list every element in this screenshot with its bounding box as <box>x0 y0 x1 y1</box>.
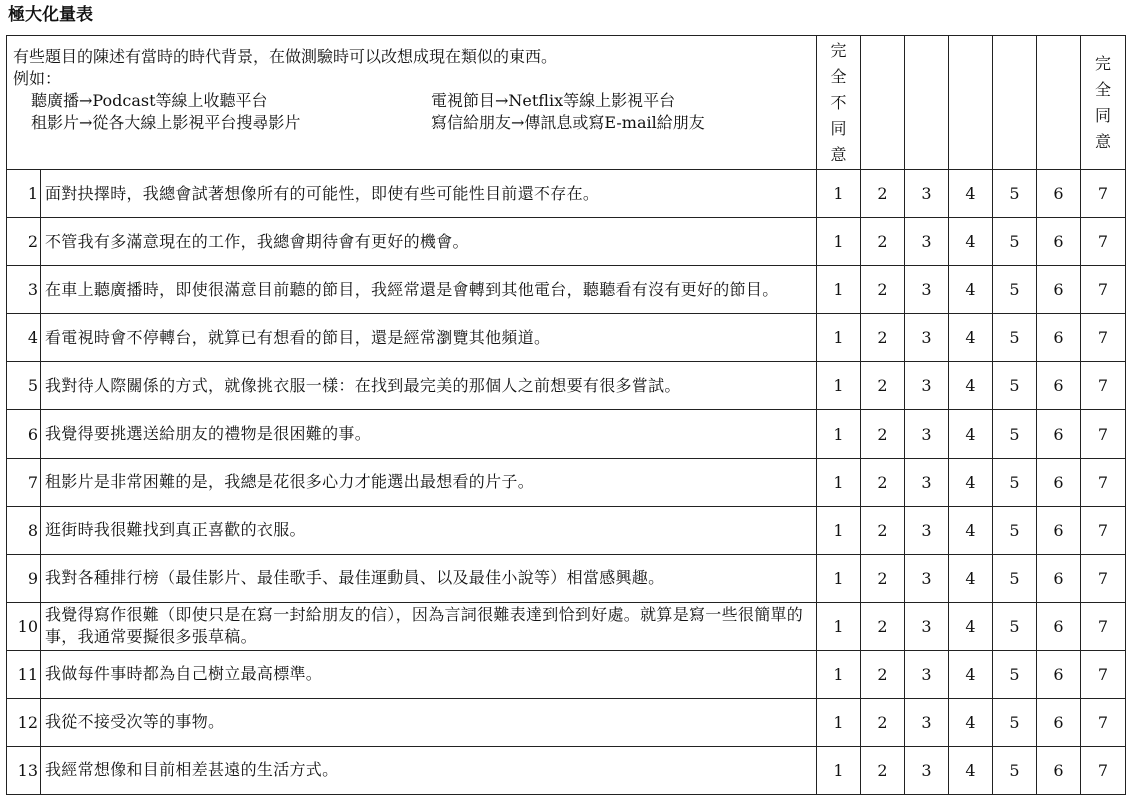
rating-option-6[interactable]: 6 <box>1037 554 1081 602</box>
header-blank <box>1037 36 1081 170</box>
item-row <box>7 362 1126 410</box>
rating-option-3[interactable]: 3 <box>905 506 949 554</box>
item-row <box>7 458 1126 506</box>
rating-option-1[interactable]: 1 <box>817 746 861 794</box>
rating-option-4[interactable]: 4 <box>949 410 993 458</box>
item-statement: 我經常想像和目前相差甚遠的生活方式。 <box>41 746 817 794</box>
rating-option-3[interactable]: 3 <box>905 698 949 746</box>
instruction-line: 有些題目的陳述有當時的時代背景，在做測驗時可以改想成現在類似的東西。 <box>13 47 558 66</box>
item-row <box>7 506 1126 554</box>
rating-option-7[interactable]: 7 <box>1081 458 1126 506</box>
rating-option-3[interactable]: 3 <box>905 458 949 506</box>
rating-option-1[interactable]: 1 <box>817 314 861 362</box>
rating-option-5[interactable]: 5 <box>993 218 1037 266</box>
item-number: 2 <box>7 218 41 266</box>
rating-option-1[interactable]: 1 <box>817 602 861 650</box>
item-row <box>7 698 1126 746</box>
rating-option-5[interactable]: 5 <box>993 170 1037 218</box>
rating-option-1[interactable]: 1 <box>817 362 861 410</box>
rating-option-5[interactable]: 5 <box>993 362 1037 410</box>
item-number: 3 <box>7 266 41 314</box>
rating-option-4[interactable]: 4 <box>949 266 993 314</box>
rating-option-6[interactable]: 6 <box>1037 314 1081 362</box>
rating-option-5[interactable]: 5 <box>993 506 1037 554</box>
rating-option-7[interactable]: 7 <box>1081 314 1126 362</box>
rating-option-6[interactable]: 6 <box>1037 602 1081 650</box>
item-row <box>7 170 1126 218</box>
example-label: 例如： <box>13 69 62 88</box>
rating-option-3[interactable]: 3 <box>905 410 949 458</box>
rating-option-2[interactable]: 2 <box>861 698 905 746</box>
rating-option-5[interactable]: 5 <box>993 410 1037 458</box>
rating-option-7[interactable]: 7 <box>1081 746 1126 794</box>
header-row <box>7 36 1126 170</box>
example-letter: 寫信給朋友→傳訊息或寫E-mail給朋友 <box>431 113 705 132</box>
rating-option-3[interactable]: 3 <box>905 746 949 794</box>
rating-option-1[interactable]: 1 <box>817 266 861 314</box>
rating-option-3[interactable]: 3 <box>905 218 949 266</box>
rating-option-6[interactable]: 6 <box>1037 410 1081 458</box>
rating-option-4[interactable]: 4 <box>949 746 993 794</box>
rating-option-5[interactable]: 5 <box>993 266 1037 314</box>
item-statement: 我從不接受次等的事物。 <box>41 698 817 746</box>
rating-option-2[interactable]: 2 <box>861 746 905 794</box>
rating-option-1[interactable]: 1 <box>817 410 861 458</box>
item-number: 10 <box>7 602 41 650</box>
item-number: 1 <box>7 170 41 218</box>
item-statement: 逛街時我很難找到真正喜歡的衣服。 <box>41 506 817 554</box>
rating-option-6[interactable]: 6 <box>1037 698 1081 746</box>
item-statement: 我做每件事時都為自己樹立最高標準。 <box>41 650 817 698</box>
rating-option-7[interactable]: 7 <box>1081 650 1126 698</box>
rating-option-5[interactable]: 5 <box>993 650 1037 698</box>
rating-option-5[interactable]: 5 <box>993 698 1037 746</box>
rating-option-2[interactable]: 2 <box>861 410 905 458</box>
rating-option-3[interactable]: 3 <box>905 554 949 602</box>
item-number: 5 <box>7 362 41 410</box>
rating-option-6[interactable]: 6 <box>1037 170 1081 218</box>
rating-option-7[interactable]: 7 <box>1081 506 1126 554</box>
rating-option-1[interactable]: 1 <box>817 170 861 218</box>
rating-option-1[interactable]: 1 <box>817 650 861 698</box>
rating-option-6[interactable]: 6 <box>1037 650 1081 698</box>
page-title: 極大化量表 <box>8 5 93 25</box>
rating-option-7[interactable]: 7 <box>1081 602 1126 650</box>
rating-option-2[interactable]: 2 <box>861 602 905 650</box>
rating-option-6[interactable]: 6 <box>1037 266 1081 314</box>
rating-option-4[interactable]: 4 <box>949 362 993 410</box>
item-row <box>7 746 1126 794</box>
rating-option-7[interactable]: 7 <box>1081 266 1126 314</box>
rating-option-4[interactable]: 4 <box>949 458 993 506</box>
rating-option-1[interactable]: 1 <box>817 458 861 506</box>
rating-option-7[interactable]: 7 <box>1081 170 1126 218</box>
item-row <box>7 314 1126 362</box>
item-row <box>7 218 1126 266</box>
rating-option-3[interactable]: 3 <box>905 314 949 362</box>
item-statement: 看電視時會不停轉台，就算已有想看的節目，還是經常瀏覽其他頻道。 <box>41 314 817 362</box>
item-row <box>7 602 1126 650</box>
header-blank <box>905 36 949 170</box>
rating-option-2[interactable]: 2 <box>861 506 905 554</box>
example-rent-movie: 租影片→從各大線上影視平台搜尋影片 <box>31 113 301 132</box>
rating-option-5[interactable]: 5 <box>993 314 1037 362</box>
rating-option-4[interactable]: 4 <box>949 602 993 650</box>
rating-option-6[interactable]: 6 <box>1037 458 1081 506</box>
item-number: 7 <box>7 458 41 506</box>
rating-option-3[interactable]: 3 <box>905 170 949 218</box>
rating-option-5[interactable]: 5 <box>993 458 1037 506</box>
item-number: 12 <box>7 698 41 746</box>
rating-option-7[interactable]: 7 <box>1081 410 1126 458</box>
rating-option-6[interactable]: 6 <box>1037 362 1081 410</box>
rating-option-1[interactable]: 1 <box>817 218 861 266</box>
item-row <box>7 410 1126 458</box>
rating-option-7[interactable]: 7 <box>1081 698 1126 746</box>
rating-option-6[interactable]: 6 <box>1037 218 1081 266</box>
rating-option-2[interactable]: 2 <box>861 218 905 266</box>
anchor-strongly-disagree: 完 全 不 同 意 <box>817 36 861 170</box>
rating-option-2[interactable]: 2 <box>861 554 905 602</box>
anchor-strongly-agree: 完 全 同 意 <box>1081 36 1126 170</box>
maximization-scale-table <box>6 35 1126 795</box>
rating-option-7[interactable]: 7 <box>1081 218 1126 266</box>
rating-option-4[interactable]: 4 <box>949 170 993 218</box>
item-statement: 我覺得寫作很難（即使只是在寫一封給朋友的信），因為言詞很難表達到恰到好處。就算是寫一些很簡單的事，我通常要擬很多張草稿。 <box>41 602 817 650</box>
rating-option-1[interactable]: 1 <box>817 698 861 746</box>
item-number: 8 <box>7 506 41 554</box>
item-statement: 我對各種排行榜（最佳影片、最佳歌手、最佳運動員、以及最佳小說等）相當感興趣。 <box>41 554 817 602</box>
rating-option-5[interactable]: 5 <box>993 746 1037 794</box>
header-blank <box>861 36 905 170</box>
rating-option-2[interactable]: 2 <box>861 458 905 506</box>
rating-option-7[interactable]: 7 <box>1081 362 1126 410</box>
rating-option-4[interactable]: 4 <box>949 698 993 746</box>
item-statement: 我對待人際關係的方式，就像挑衣服一樣：在找到最完美的那個人之前想要有很多嘗試。 <box>41 362 817 410</box>
example-tv: 電視節目→Netflix等線上影視平台 <box>431 91 676 110</box>
rating-option-2[interactable]: 2 <box>861 314 905 362</box>
rating-option-6[interactable]: 6 <box>1037 746 1081 794</box>
rating-option-3[interactable]: 3 <box>905 602 949 650</box>
header-blank <box>949 36 993 170</box>
rating-option-2[interactable]: 2 <box>861 650 905 698</box>
item-statement: 面對抉擇時，我總會試著想像所有的可能性，即使有些可能性目前還不存在。 <box>41 170 817 218</box>
rating-option-3[interactable]: 3 <box>905 362 949 410</box>
rating-option-3[interactable]: 3 <box>905 650 949 698</box>
rating-option-3[interactable]: 3 <box>905 266 949 314</box>
rating-option-2[interactable]: 2 <box>861 170 905 218</box>
rating-option-1[interactable]: 1 <box>817 506 861 554</box>
header-blank <box>993 36 1037 170</box>
item-statement: 我覺得要挑選送給朋友的禮物是很困難的事。 <box>41 410 817 458</box>
item-statement: 在車上聽廣播時，即使很滿意目前聽的節目，我經常還是會轉到其他電台，聽聽看有沒有更好的節目。 <box>41 266 817 314</box>
item-row <box>7 554 1126 602</box>
rating-option-4[interactable]: 4 <box>949 554 993 602</box>
item-number: 4 <box>7 314 41 362</box>
item-number: 6 <box>7 410 41 458</box>
item-number: 9 <box>7 554 41 602</box>
rating-option-1[interactable]: 1 <box>817 554 861 602</box>
item-number: 13 <box>7 746 41 794</box>
example-radio: 聽廣播→Podcast等線上收聽平台 <box>31 91 268 110</box>
item-statement: 租影片是非常困難的是，我總是花很多心力才能選出最想看的片子。 <box>41 458 817 506</box>
rating-option-2[interactable]: 2 <box>861 362 905 410</box>
rating-option-2[interactable]: 2 <box>861 266 905 314</box>
rating-option-4[interactable]: 4 <box>949 314 993 362</box>
item-number: 11 <box>7 650 41 698</box>
rating-option-6[interactable]: 6 <box>1037 506 1081 554</box>
rating-option-5[interactable]: 5 <box>993 554 1037 602</box>
item-statement: 不管我有多滿意現在的工作，我總會期待會有更好的機會。 <box>41 218 817 266</box>
rating-option-4[interactable]: 4 <box>949 506 993 554</box>
item-row <box>7 266 1126 314</box>
rating-option-4[interactable]: 4 <box>949 218 993 266</box>
rating-option-5[interactable]: 5 <box>993 602 1037 650</box>
instructions <box>7 36 817 170</box>
rating-option-4[interactable]: 4 <box>949 650 993 698</box>
item-row <box>7 650 1126 698</box>
rating-option-7[interactable]: 7 <box>1081 554 1126 602</box>
